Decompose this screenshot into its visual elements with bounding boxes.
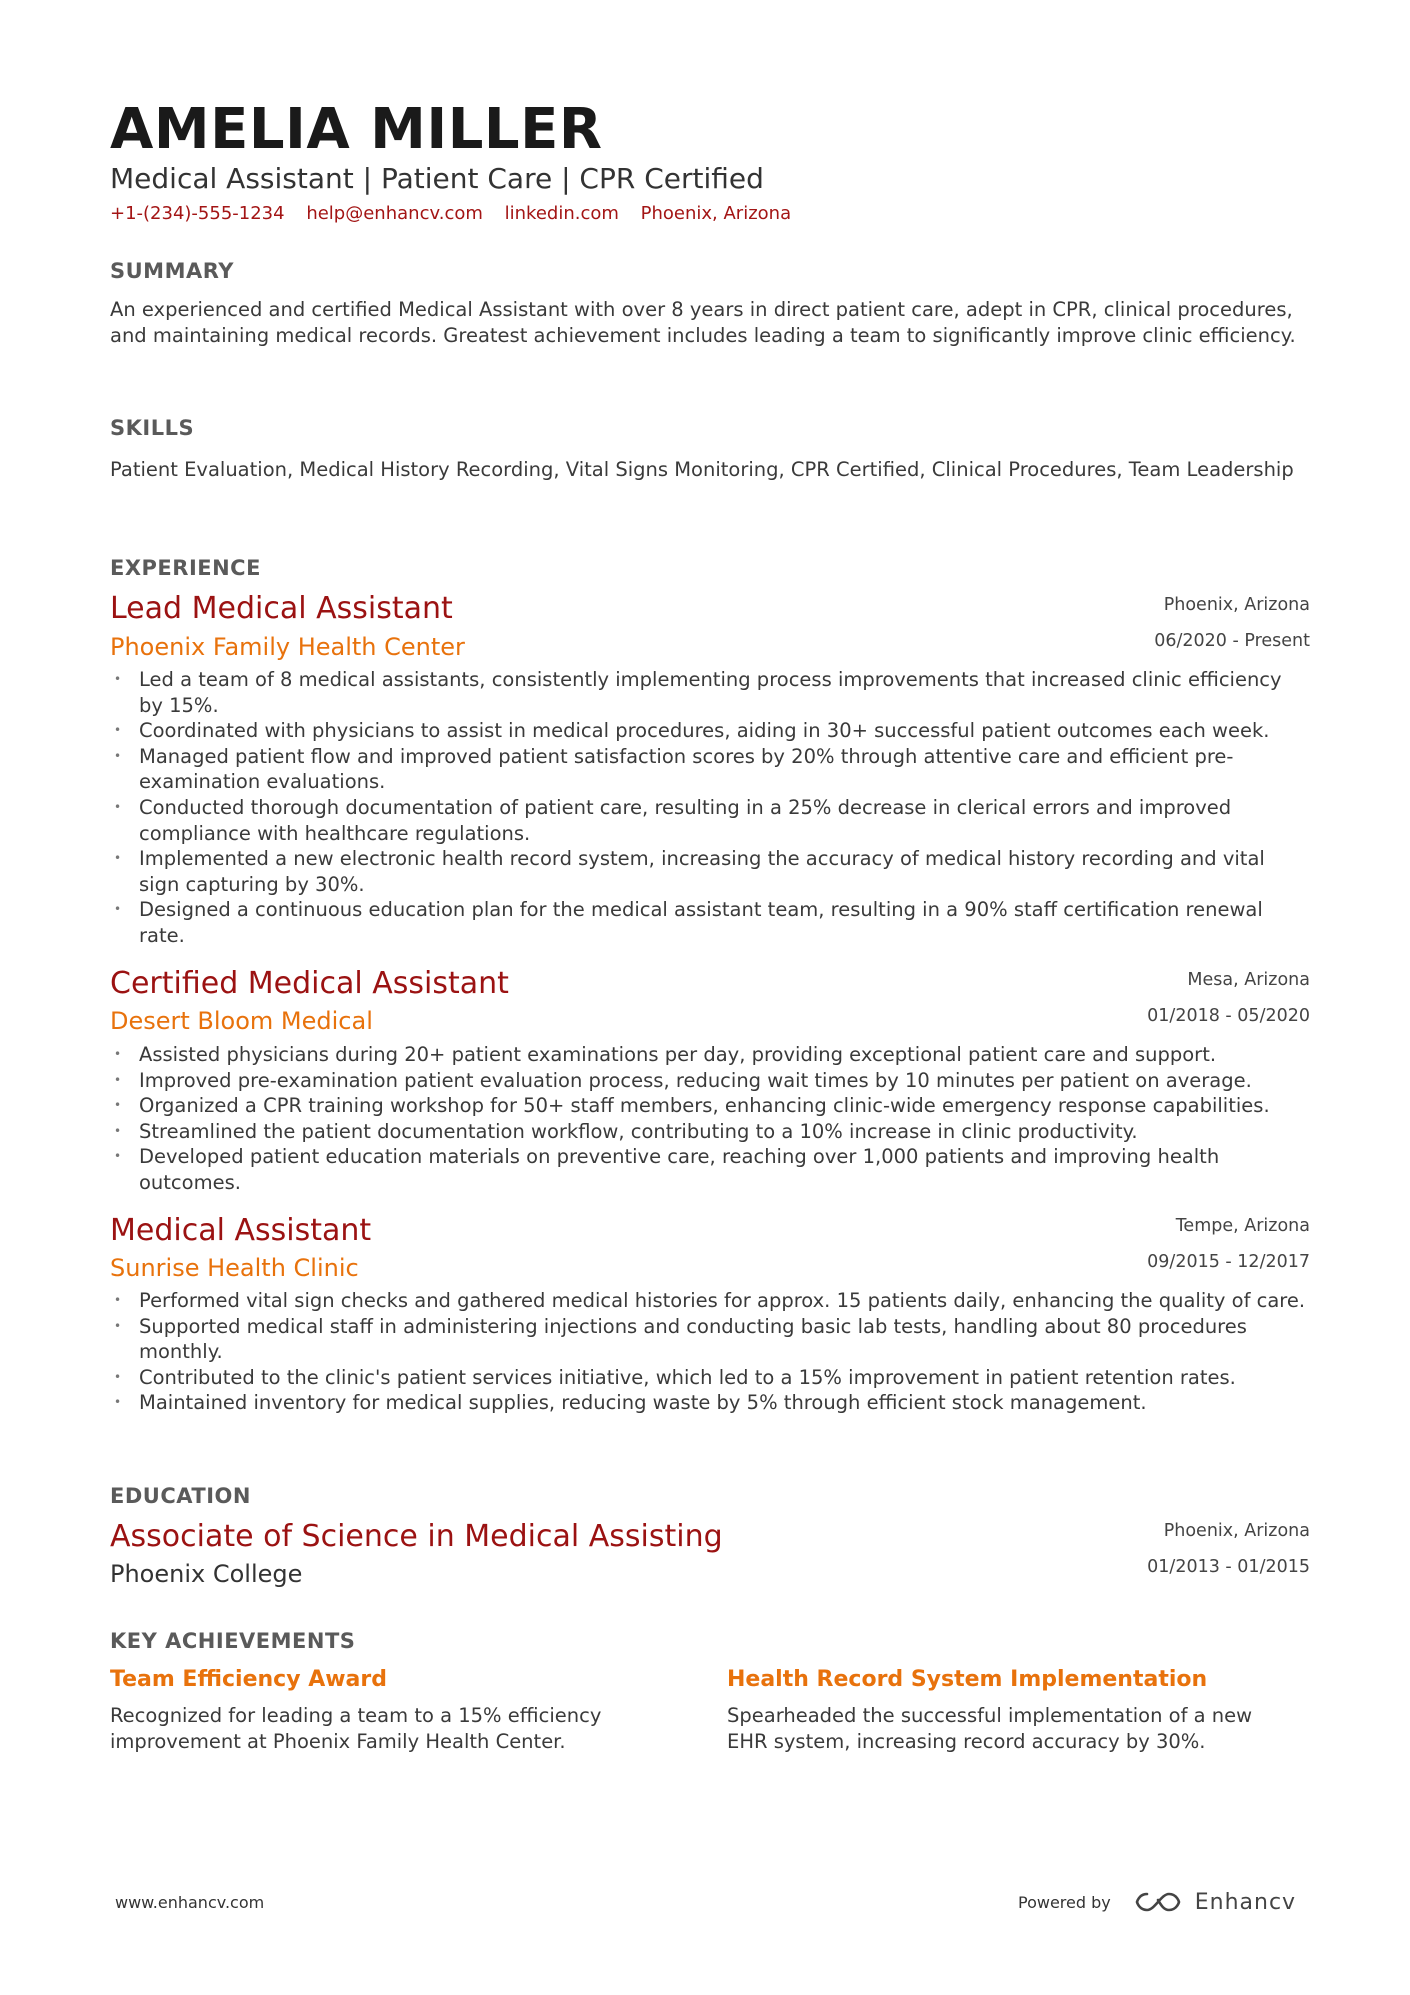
candidate-name: AMELIA MILLER bbox=[110, 97, 603, 162]
list-item: • Streamlined the patient documentation workflow, contributing to a 10% increase in clinic productivity. bbox=[110, 1119, 1310, 1145]
job-bullets bbox=[110, 1042, 1310, 1196]
infinity-logo-icon bbox=[1135, 1889, 1181, 1915]
achievement-description: Recognized for leading a team to a 15% efficiency improvement at Phoenix Family Health Center. bbox=[110, 1704, 602, 1753]
achievement-description: Spearheaded the successful implementation of a new EHR system, increasing record accuracy by 30%. bbox=[727, 1704, 1253, 1753]
list-item: • Designed a continuous education plan for the medical assistant team, resulting in a 90% staff certification renewal rate. bbox=[110, 897, 1310, 948]
job-location: Tempe, Arizona bbox=[1175, 1216, 1310, 1236]
footer-website-link[interactable]: www.enhancv.com bbox=[115, 1893, 265, 1912]
skills-heading: SKILLS bbox=[110, 416, 195, 440]
experience-heading: EXPERIENCE bbox=[110, 556, 261, 580]
job-title: Lead Medical Assistant bbox=[110, 591, 453, 626]
resume-page bbox=[110, 0, 1310, 1995]
job-location: Phoenix, Arizona bbox=[1163, 595, 1310, 615]
job-bullets bbox=[110, 1288, 1310, 1416]
list-item: • Supported medical staff in administering injections and conducting basic lab tests, handling about 80 procedures monthly. bbox=[110, 1314, 1310, 1365]
job-location: Mesa, Arizona bbox=[1187, 970, 1310, 990]
list-item: • Managed patient flow and improved patient satisfaction scores by 20% through attentive care and efficient pre-examination evaluations. bbox=[110, 744, 1310, 795]
linkedin-link[interactable]: linkedin.com bbox=[504, 203, 619, 224]
skills-text: Patient Evaluation, Medical History Recording, Vital Signs Monitoring, CPR Certified, Clinical Procedures, Team Leadership bbox=[110, 458, 1294, 481]
list-item: • Organized a CPR training workshop for 50+ staff members, enhancing clinic-wide emergency response capabilities. bbox=[110, 1093, 1310, 1119]
achievements-heading: KEY ACHIEVEMENTS bbox=[110, 1629, 356, 1653]
location-text: Phoenix, Arizona bbox=[640, 203, 792, 224]
school-name: Phoenix College bbox=[110, 1560, 303, 1588]
job-title: Medical Assistant bbox=[110, 1213, 372, 1248]
job-title: Certified Medical Assistant bbox=[110, 966, 509, 1001]
powered-by-label: Powered by bbox=[1018, 1892, 1111, 1912]
phone-link[interactable]: +1-(234)-555-1234 bbox=[110, 203, 285, 224]
list-item: • Led a team of 8 medical assistants, consistently implementing process improvements that increased clinic efficiency by 15%. bbox=[110, 667, 1310, 718]
degree-title: Associate of Science in Medical Assisting bbox=[110, 1519, 723, 1554]
footer-branding[interactable] bbox=[1018, 1886, 1296, 1918]
job-dates: 06/2020 - Present bbox=[1154, 631, 1310, 651]
achievement-title: Health Record System Implementation bbox=[727, 1667, 1208, 1692]
summary-heading: SUMMARY bbox=[110, 259, 234, 283]
list-item: • Implemented a new electronic health record system, increasing the accuracy of medical history recording and vital sign capturing by 30%. bbox=[110, 846, 1310, 897]
job-bullets bbox=[110, 667, 1310, 949]
email-link[interactable]: help@enhancv.com bbox=[306, 203, 483, 224]
list-item: • Performed vital sign checks and gathered medical histories for approx. 15 patients daily, enhancing the quality of care. bbox=[110, 1288, 1310, 1314]
list-item: • Maintained inventory for medical supplies, reducing waste by 5% through efficient stock management. bbox=[110, 1390, 1310, 1416]
contact-line bbox=[110, 202, 807, 226]
list-item: • Contributed to the clinic's patient services initiative, which led to a 15% improvement in patient retention rates. bbox=[110, 1365, 1310, 1391]
list-item: • Improved pre-examination patient evaluation process, reducing wait times by 10 minutes per patient on average. bbox=[110, 1068, 1310, 1094]
job-company: Desert Bloom Medical bbox=[110, 1007, 373, 1035]
list-item: • Assisted physicians during 20+ patient examinations per day, providing exceptional patient care and support. bbox=[110, 1042, 1310, 1068]
job-dates: 09/2015 - 12/2017 bbox=[1147, 1252, 1310, 1272]
education-heading: EDUCATION bbox=[110, 1484, 251, 1508]
education-dates: 01/2013 - 01/2015 bbox=[1147, 1557, 1310, 1577]
achievement-title: Team Efficiency Award bbox=[110, 1667, 387, 1692]
summary-text: An experienced and certified Medical Assistant with over 8 years in direct patient care, adept in CPR, clinical procedures, and maintaining medical records. Greatest achievement includes leading a team to significantly improve clinic efficiency. bbox=[110, 298, 1296, 347]
brand-name: Enhancv bbox=[1194, 1889, 1297, 1915]
candidate-headline: Medical Assistant | Patient Care | CPR Certified bbox=[110, 162, 764, 195]
list-item: • Developed patient education materials on preventive care, reaching over 1,000 patients and improving health outcomes. bbox=[110, 1144, 1310, 1195]
list-item: • Conducted thorough documentation of patient care, resulting in a 25% decrease in clerical errors and improved compliance with healthcare regulations. bbox=[110, 795, 1310, 846]
job-company: Sunrise Health Clinic bbox=[110, 1254, 359, 1282]
job-dates: 01/2018 - 05/2020 bbox=[1147, 1006, 1310, 1026]
list-item: • Coordinated with physicians to assist in medical procedures, aiding in 30+ successful patient outcomes each week. bbox=[110, 718, 1310, 744]
education-location: Phoenix, Arizona bbox=[1163, 1521, 1310, 1541]
job-company: Phoenix Family Health Center bbox=[110, 633, 465, 661]
